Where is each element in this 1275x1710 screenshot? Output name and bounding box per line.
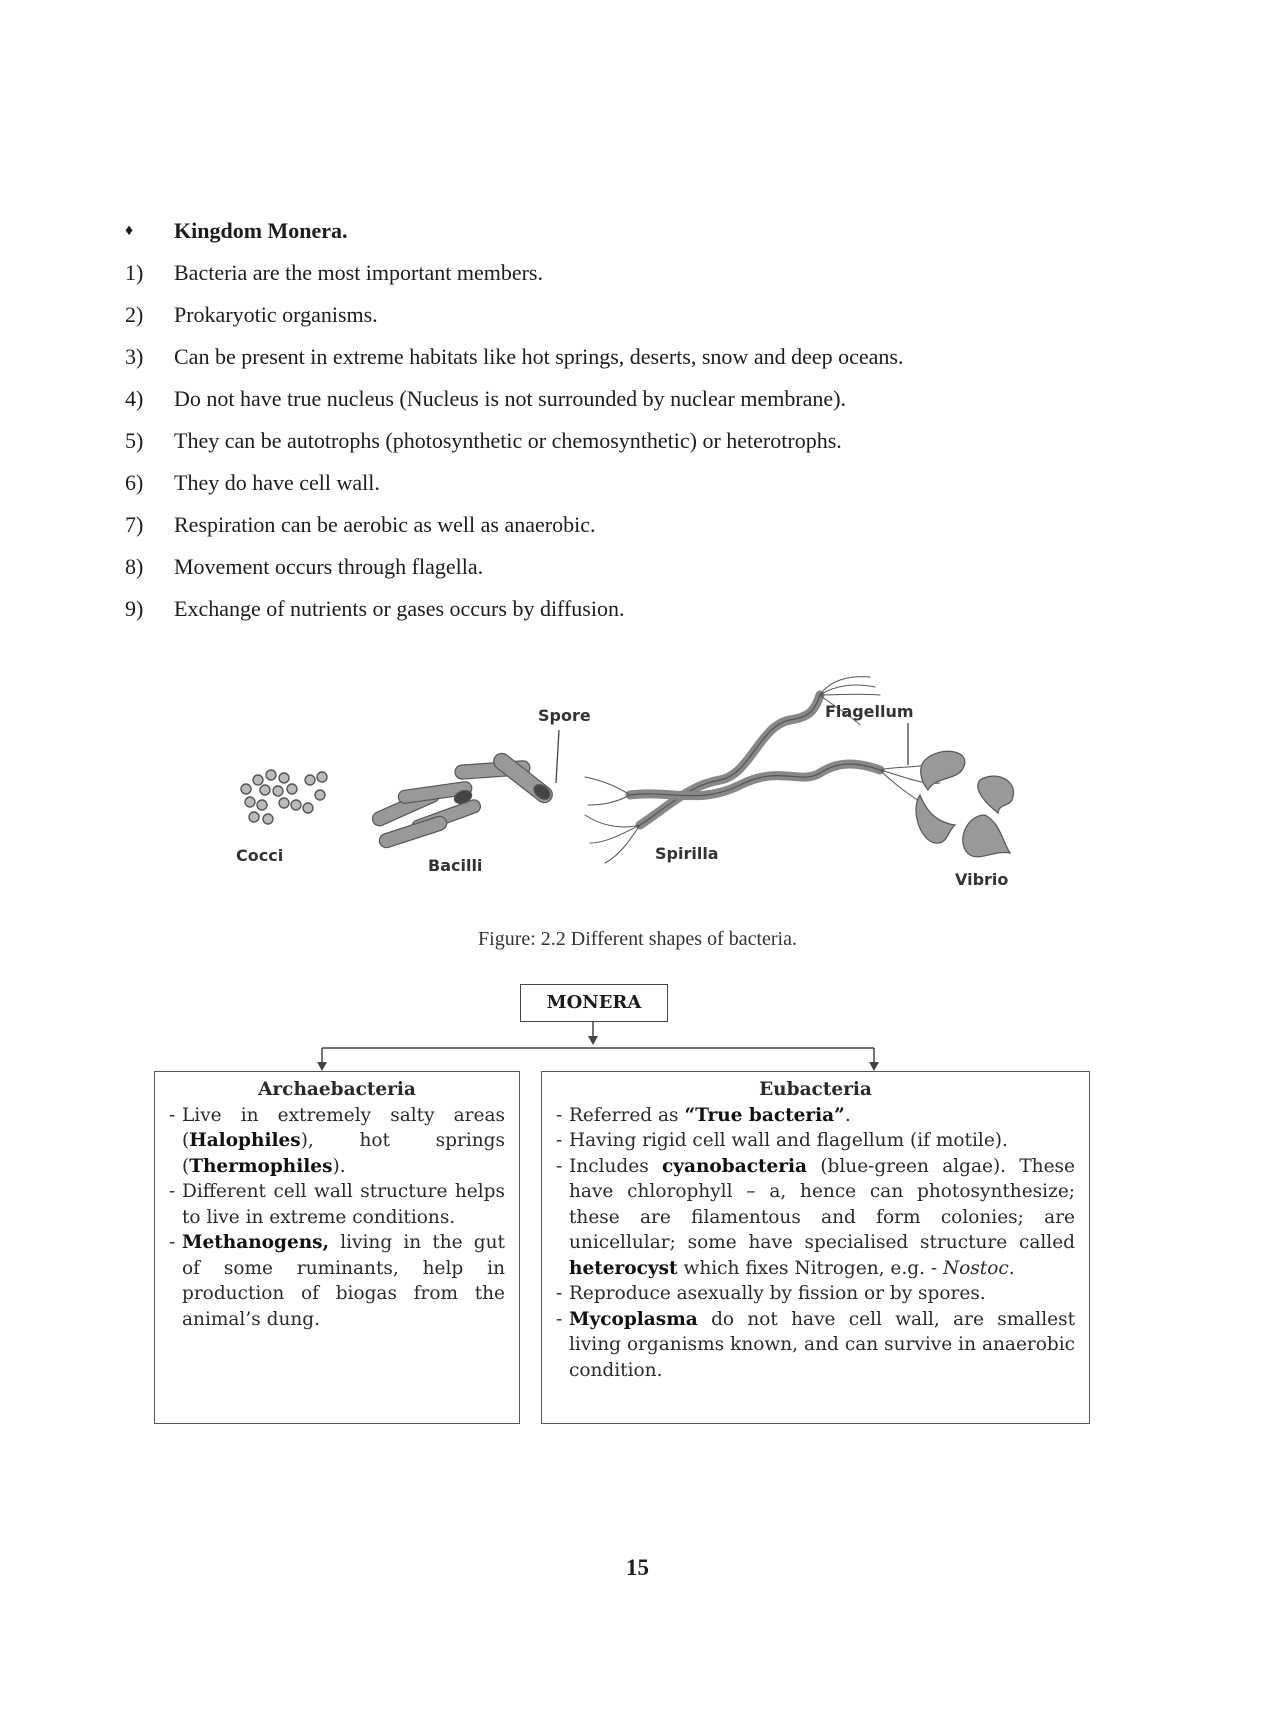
list-text: They can be autotrophs (photosynthetic or chemosynthetic) or heterotrophs.: [174, 428, 842, 453]
section-heading: [125, 216, 348, 246]
archaebacteria-title: Archaebacteria: [258, 1079, 416, 1100]
list-text: Do not have true nucleus (Nucleus is not surrounded by nuclear membrane).: [174, 386, 847, 411]
list-number: 6): [125, 470, 144, 495]
vibrio-illustration: [916, 751, 1014, 857]
list-number: 2): [125, 302, 144, 327]
list-item: - Reproduce asexually by fission or by spores.: [556, 1283, 986, 1304]
list-text: Exchange of nutrients or gases occurs by diffusion.: [174, 596, 625, 621]
list-text: Respiration can be aerobic as well as anaerobic.: [174, 512, 596, 537]
list-item: - Live in extremely salty areas (Halophiles), hot springs (Thermophiles).: [169, 1104, 505, 1177]
list-item: - Includes cyanobacteria (blue-green algae). These have chlorophyll – a, hence can photosynthesize; these are filamentous and form colonies; are unicellular; some have specialised structure called heterocyst which fixes Nitrogen, e.g. - Nostoc.: [556, 1155, 1075, 1279]
figure-caption: Figure: 2.2 Different shapes of bacteria.: [478, 928, 797, 950]
list-number: 5): [125, 428, 144, 453]
list-text: Can be present in extreme habitats like hot springs, deserts, snow and deep oceans.: [174, 344, 904, 369]
page-number: 15: [626, 1555, 649, 1580]
list-number: 3): [125, 344, 144, 369]
list-item: - Different cell wall structure helps to live in extreme conditions.: [169, 1181, 505, 1228]
list-item: [125, 468, 380, 498]
spore-label: Spore: [538, 706, 591, 725]
list-text: They do have cell wall.: [174, 470, 380, 495]
vibrio-label: Vibrio: [955, 870, 1009, 889]
list-item: [125, 258, 543, 288]
list-item: - Mycoplasma do not have cell wall, are smallest living organisms known, and can survive in anaerobic condition.: [556, 1308, 1075, 1381]
list-item: [125, 426, 842, 456]
cocci-illustration: [241, 770, 327, 824]
list-item: - Methanogens, living in the gut of some ruminants, help in production of biogas from the animal’s dung.: [169, 1232, 505, 1330]
monera-root-box: MONERA: [520, 984, 668, 1022]
heading-text: Kingdom Monera.: [174, 218, 348, 243]
list-item: - Having rigid cell wall and flagellum (if motile).: [556, 1130, 1008, 1151]
list-text: Movement occurs through flagella.: [174, 554, 484, 579]
bacilli-label: Bacilli: [428, 856, 483, 875]
list-item: [125, 342, 903, 372]
bacilli-illustration: [370, 750, 555, 849]
eubacteria-title: Eubacteria: [759, 1079, 872, 1100]
list-item: [125, 300, 378, 330]
archaebacteria-panel: [154, 1071, 520, 1424]
list-text: Prokaryotic organisms.: [174, 302, 378, 327]
list-item: [125, 552, 483, 582]
bacteria-shapes-figure: [220, 665, 1060, 905]
flagellum-label: Flagellum: [825, 702, 914, 721]
cocci-label: Cocci: [236, 846, 284, 865]
list-number: 7): [125, 512, 144, 537]
list-item: [125, 510, 595, 540]
eubacteria-panel: [541, 1071, 1090, 1424]
list-number: 9): [125, 596, 144, 621]
spirilla-label: Spirilla: [655, 844, 719, 863]
diamond-bullet-icon: ♦: [125, 222, 134, 239]
list-text: Bacteria are the most important members.: [174, 260, 543, 285]
list-item: - Referred as “True bacteria”.: [556, 1104, 851, 1126]
list-item: [125, 594, 624, 624]
list-number: 4): [125, 386, 144, 411]
list-number: 1): [125, 260, 144, 285]
list-number: 8): [125, 554, 144, 579]
list-item: [125, 384, 846, 414]
